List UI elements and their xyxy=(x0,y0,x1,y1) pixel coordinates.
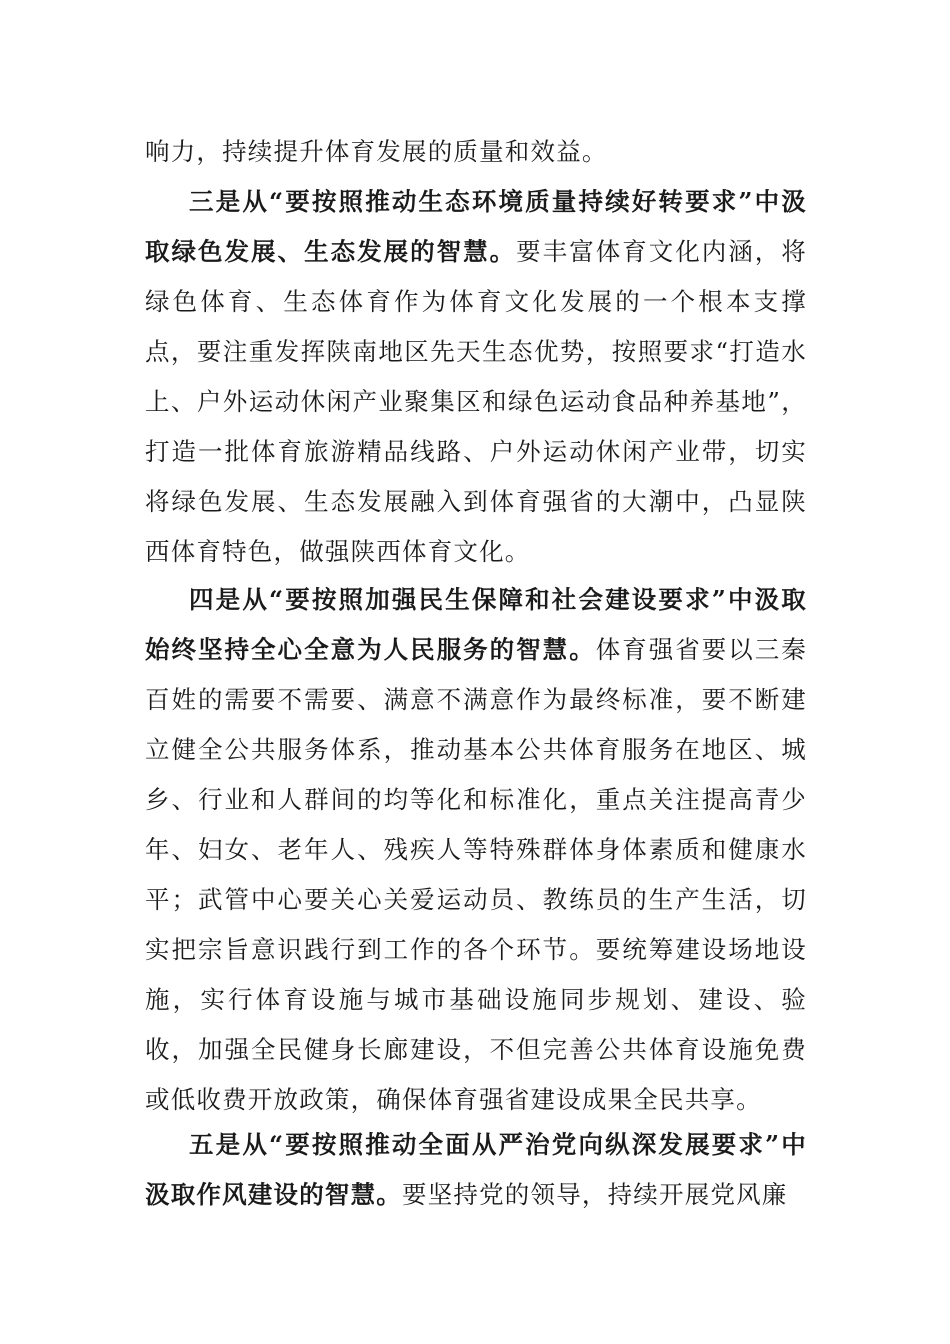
paragraph-heading: 三是从“要按照推动生态环境质量持续好转要求”中汲取绿色发展、生态发展的智慧。 xyxy=(145,187,807,266)
paragraph-four xyxy=(145,575,807,1125)
paragraph-five xyxy=(145,1120,807,1220)
paragraph-text: 体育强省要以三秦百姓的需要不需要、满意不满意作为最终标准，要不断建立健全公共服务体系，推动基本公共体育服务在地区、城乡、行业和人群间的均等化和标准化，重点关注提高青少年、妇女、老年人、残疾人等特殊群体身体素质和健康水平；武管中心要关心关爱运动员、教练员的生产生活，切实把宗旨意识践行到工作的各个环节。要统筹建设场地设施，实行体育设施与城市基础设施同步规划、建设、验收，加强全民健身长廊建设，不但完善公共体育设施免费或低收费开放政策，确保体育强省建设成果全民共享。 xyxy=(145,635,807,1114)
paragraph-continuation xyxy=(145,127,807,177)
paragraph-text: 要丰富体育文化内涵，将绿色体育、生态体育作为体育文化发展的一个根本支撑点，要注重发挥陕南地区先天生态优势，按照要求“打造水上、户外运动休闲产业聚集区和绿色运动食品种养基地”，打造一批体育旅游精品线路、户外运动休闲产业带，切实将绿色发展、生态发展融入到体育强省的大潮中，凸显陕西体育特色，做强陕西体育文化。 xyxy=(145,237,807,566)
paragraph-heading: 四是从“要按照加强民生保障和社会建设要求”中汲取始终坚持全心全意为人民服务的智慧。 xyxy=(145,585,807,664)
paragraph-heading: 五是从“要按照推动全面从严治党向纵深发展要求”中汲取作风建设的智慧。 xyxy=(145,1130,807,1209)
paragraph-three xyxy=(145,177,807,577)
paragraph-text: 响力，持续提升体育发展的质量和效益。 xyxy=(145,137,608,166)
paragraph-text: 要坚持党的领导，持续开展党风廉 xyxy=(402,1180,788,1209)
